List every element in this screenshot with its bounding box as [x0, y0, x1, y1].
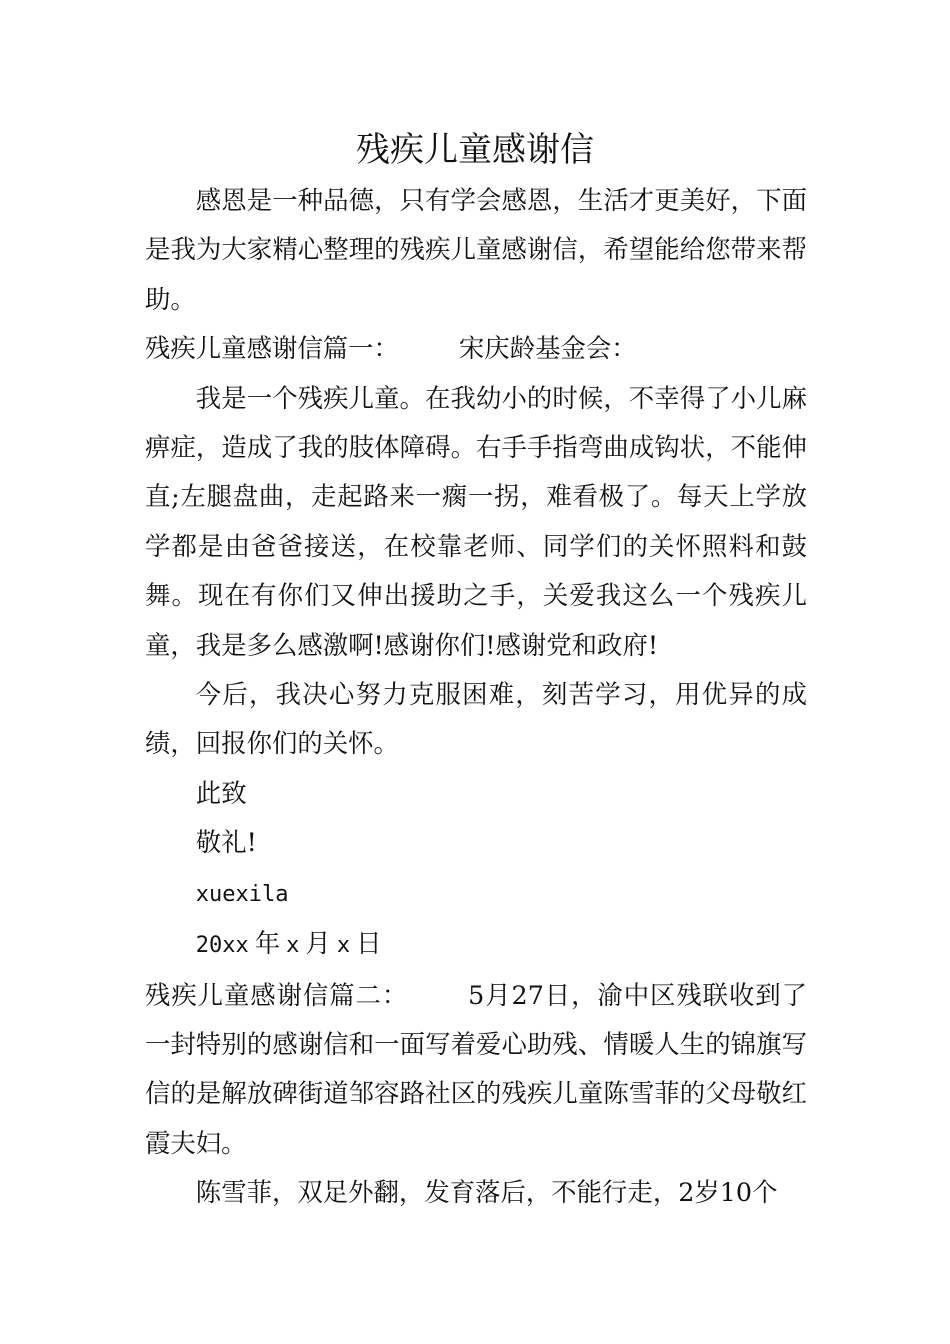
section2-text: 5月27日，渝中区残联收到了一封特别的感谢信和一面写着爱心助残、情暖人生的锦旗写信的是解放碑街道邹容路社区的残疾儿童陈雪菲的父母敬红霞夫妇。	[145, 979, 808, 1158]
intro-paragraph: 感恩是一种品德，只有学会感恩，生活才更美好，下面是我为大家精心整理的残疾儿童感谢信，希望能给您带来帮助。	[145, 185, 807, 314]
section2-heading: 残疾儿童感谢信篇二：	[145, 979, 409, 1010]
document-body	[145, 176, 807, 1218]
date-line	[145, 919, 807, 970]
date-month-unit: 月	[305, 928, 331, 959]
section1-heading-line	[145, 324, 807, 373]
signature: xuexila	[195, 881, 289, 907]
date-year: 20xx	[195, 933, 249, 959]
closing-regards: 敬礼!	[195, 827, 257, 858]
date-year-unit: 年	[254, 928, 281, 959]
section1-heading: 残疾儿童感谢信篇一：	[145, 333, 399, 364]
date-month: x	[286, 933, 300, 959]
date-day-unit: 日	[356, 928, 382, 959]
date-day: x	[336, 933, 351, 959]
section1-recipient: 宋庆龄基金会：	[458, 333, 637, 364]
closing-salutation: 此致	[195, 777, 247, 808]
signature-line	[145, 868, 807, 919]
section1-paragraph-1: 我是一个残疾儿童。在我幼小的时候，不幸得了小儿麻痹症，造成了我的肢体障碍。右手手指弯曲成钩状，不能伸直;左腿盘曲，走起路来一瘸一拐，难看极了。每天上学放学都是由爸爸接送，在校靠老师、同学们的关怀照料和鼓舞。现在有你们又伸出援助之手，关爱我这么一个残疾儿童，我是多么感激啊!感谢你们!感谢党和政府!	[145, 382, 807, 660]
section1-paragraph-2: 今后，我决心努力克服困难，刻苦学习，用优异的成绩，回报你们的关怀。	[145, 679, 807, 759]
document-title: 残疾儿童感谢信	[356, 130, 594, 170]
section2-paragraph-2: 陈雪菲，双足外翻，发育落后，不能行走，2岁10个	[195, 1177, 778, 1208]
section2-paragraph-1	[145, 971, 807, 1169]
